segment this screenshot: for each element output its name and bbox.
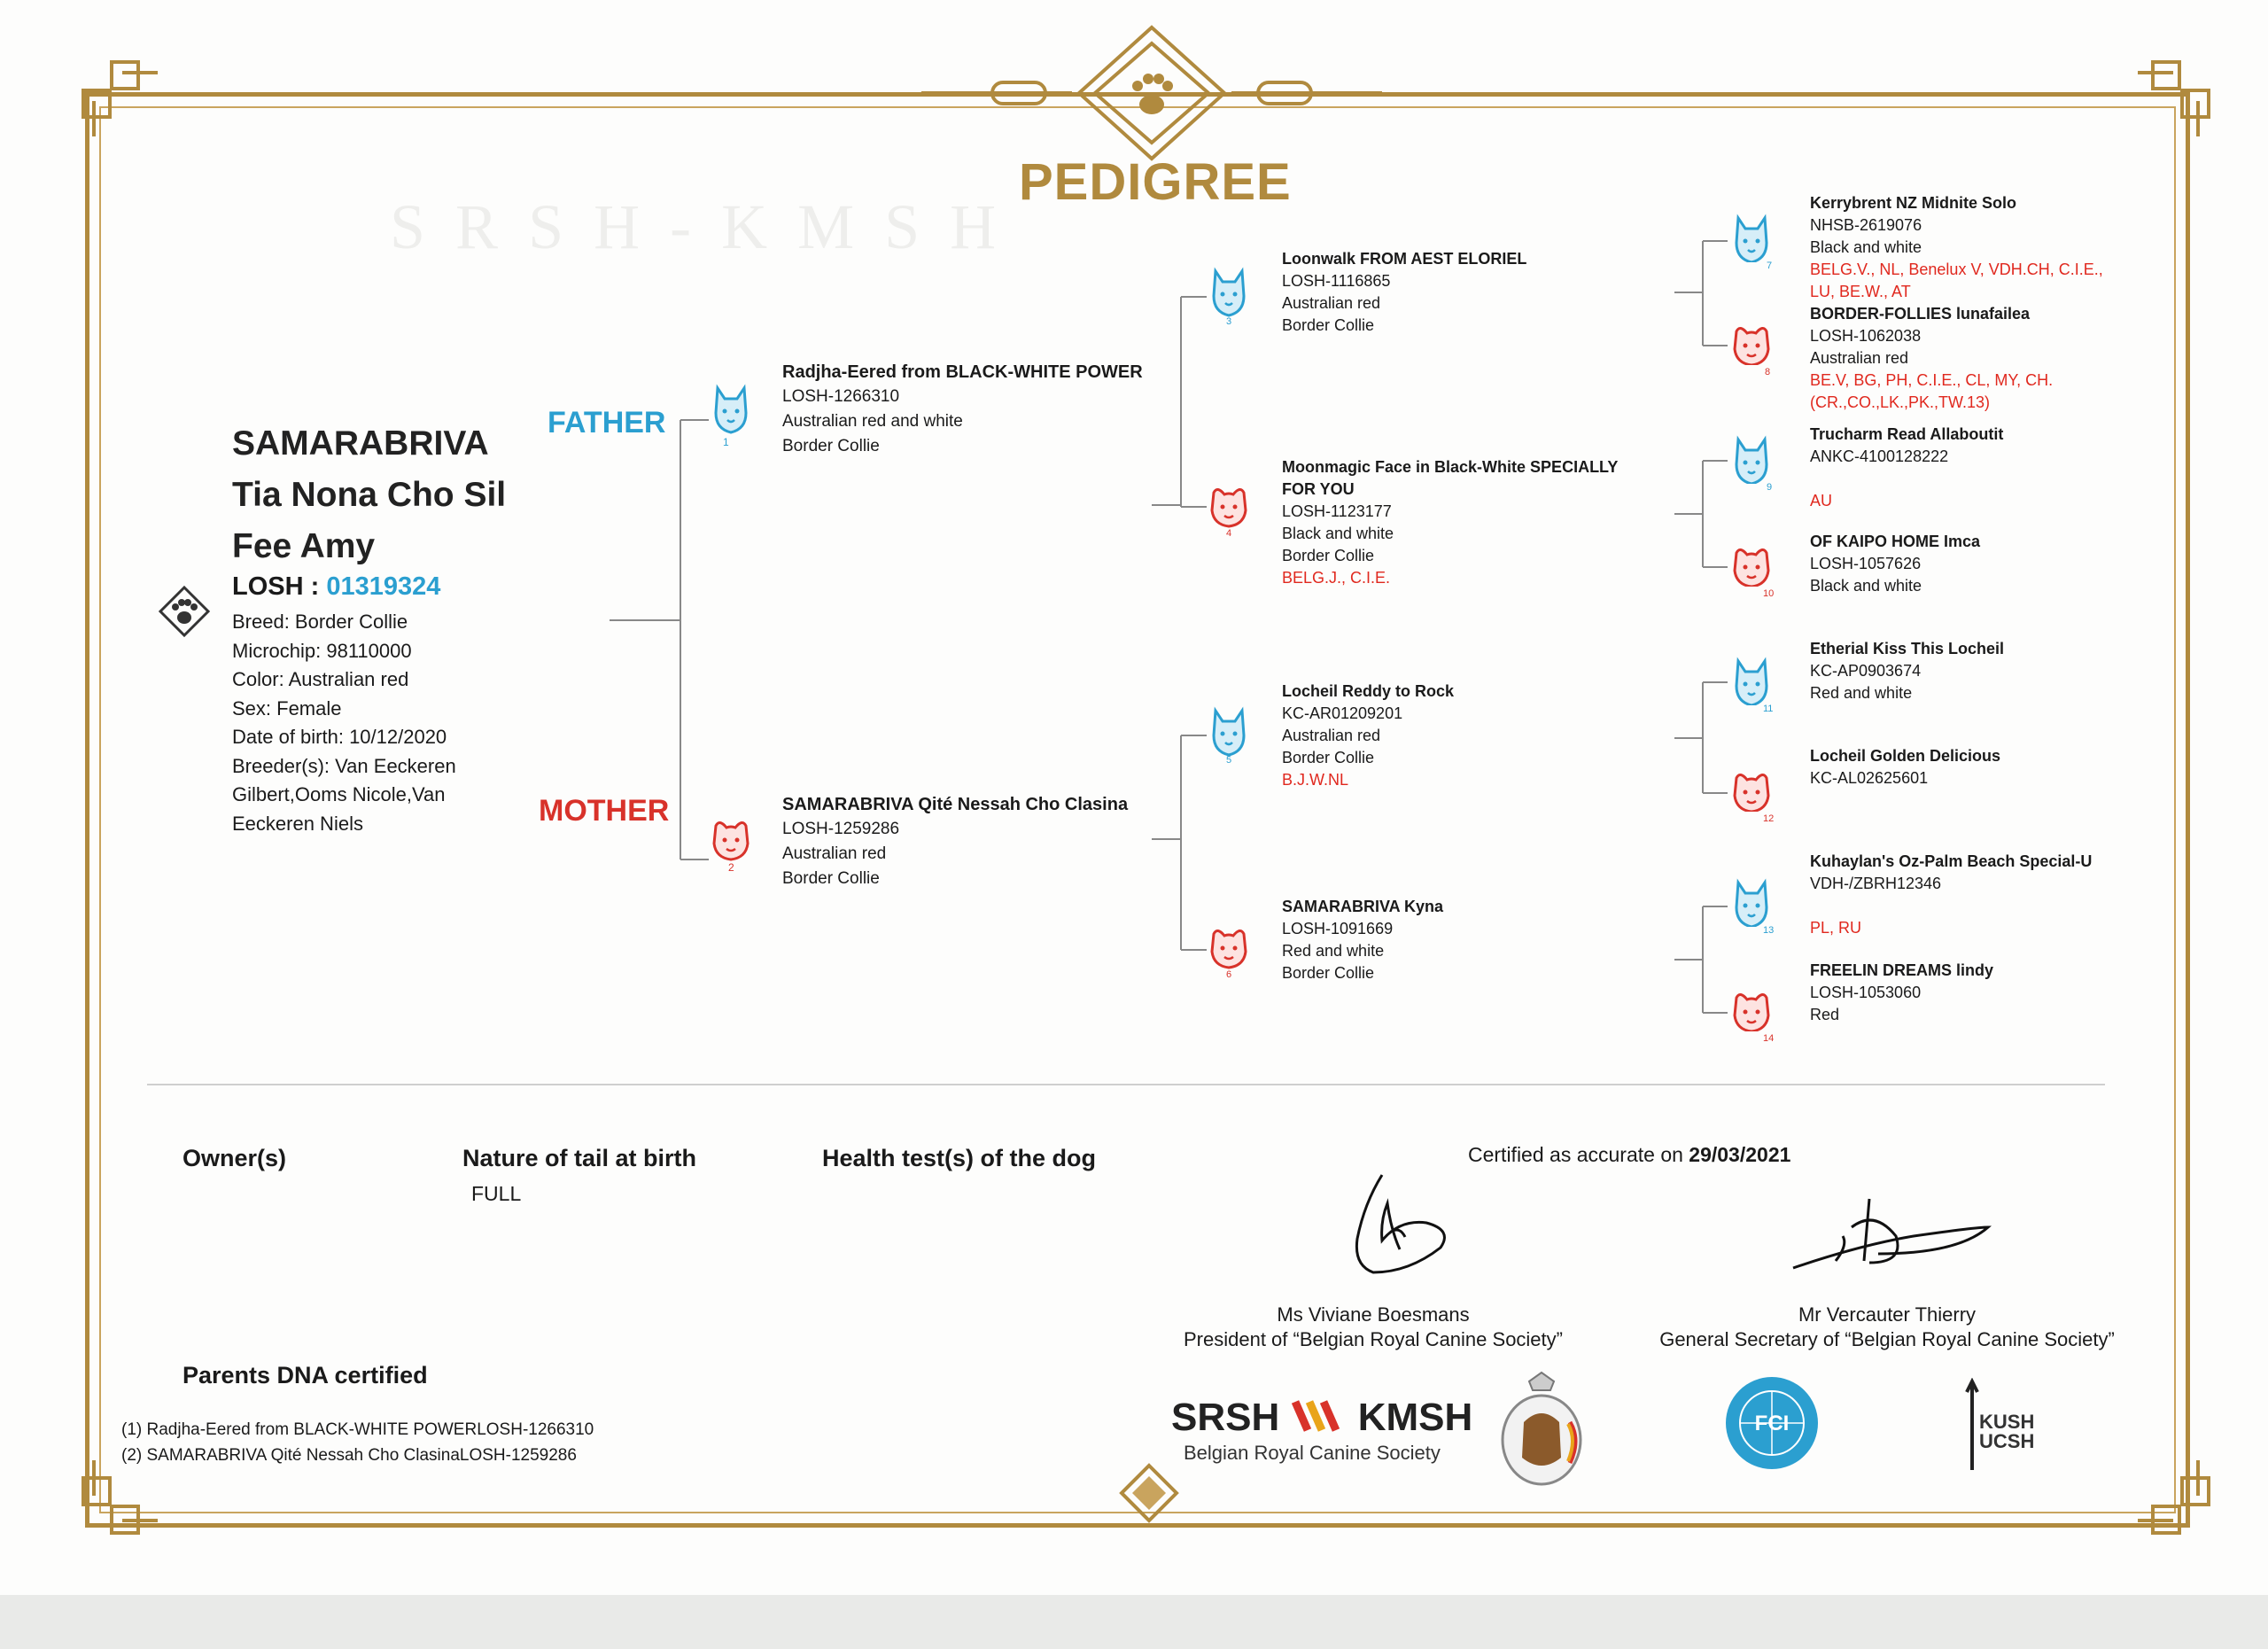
ancestor-reg: LOSH-1116865 (1282, 272, 1391, 290)
signature-president (1329, 1168, 1462, 1287)
ancestor-color: Australian red (1282, 294, 1381, 312)
ancestor-number: 5 (1226, 755, 1232, 766)
dna-parent-1: (1) Radjha-Eered from BLACK-WHITE POWERLOSH-1266310 (121, 1420, 594, 1439)
ancestor-name: BORDER-FOLLIES lunafailea (1810, 305, 2031, 323)
ancestor-reg: LOSH-1091669 (1282, 920, 1394, 937)
ancestor-name: Loonwalk FROM AEST ELORIEL (1282, 250, 1527, 268)
signatory-president (1152, 1303, 1595, 1352)
ancestor-reg: KC-AL02625601 (1810, 769, 1929, 787)
ancestor-breed: Border Collie (1282, 547, 1375, 564)
ancestor-titles: B.J.W.NL (1282, 771, 1349, 789)
ancestor-name: Trucharm Read Allaboutit (1810, 425, 2004, 443)
male-dog-icon (711, 383, 753, 438)
ancestor-name: Moonmagic Face in Black-White SPECIALLY FOR YOU (1282, 458, 1619, 498)
ancestor-name: SAMARABRIVA Qité Nessah Cho Clasina (782, 795, 1129, 814)
ancestor-reg: LOSH-1062038 (1810, 327, 1922, 345)
color-field: Color: Australian red (232, 668, 409, 690)
ancestor-reg: LOSH-1053060 (1810, 984, 1922, 1001)
mother-label: MOTHER (539, 794, 670, 828)
kush-logo (1979, 1412, 2034, 1451)
ancestor-number: 12 (1763, 813, 1775, 824)
female-dog-icon (711, 817, 753, 863)
ancestor-reg: KC-AP0903674 (1810, 662, 1922, 680)
ancestor-4 (1282, 456, 1654, 589)
male-dog-icon (1731, 213, 1770, 262)
signatory-role: General Secretary of “Belgian Royal Canine Society” (1659, 1328, 2115, 1350)
ancestor-color: Black and white (1810, 238, 1922, 256)
ancestor-breed: Border Collie (1282, 749, 1375, 766)
srsh-text: SRSH (1171, 1396, 1280, 1439)
ancestor-1 (782, 360, 1143, 459)
male-dog-icon (1208, 266, 1249, 317)
ancestor-number: 2 (728, 861, 734, 874)
ancestor-13 (1810, 851, 2092, 939)
ancestor-number: 14 (1763, 1033, 1775, 1044)
ancestor-number: 9 (1767, 482, 1773, 493)
dna-parent-2: (2) SAMARABRIVA Qité Nessah Cho ClasinaLOSH-1259286 (121, 1446, 577, 1465)
signatory-role: President of “Belgian Royal Canine Society” (1183, 1328, 1563, 1350)
ancestor-name: OF KAIPO HOME Imca (1810, 533, 1981, 550)
ancestor-7 (1810, 192, 2107, 303)
ancestor-number: 8 (1765, 367, 1771, 377)
ancestor-number: 10 (1763, 588, 1775, 599)
signatory-name: Mr Vercauter Thierry (1798, 1303, 1977, 1326)
losh-value: 01319324 (326, 572, 441, 601)
ancestor-reg: LOSH-1123177 (1282, 502, 1392, 520)
ancestor-number: 7 (1767, 261, 1773, 271)
ancestor-name: FREELIN DREAMS lindy (1810, 961, 1994, 979)
male-dog-icon (1731, 877, 1770, 927)
male-dog-icon (1731, 656, 1770, 705)
signatory-name: Ms Viviane Boesmans (1277, 1303, 1470, 1326)
fci-logo (1722, 1373, 1821, 1473)
dog-name-line-1: SAMARABRIVA (232, 424, 489, 463)
ancestor-11 (1810, 638, 2004, 704)
female-dog-icon (1208, 484, 1249, 528)
ancestor-color: Australian red (782, 844, 887, 863)
ancestor-color: Black and white (1282, 525, 1394, 542)
ancestor-breed: Border Collie (1282, 964, 1375, 982)
ancestor-10 (1810, 531, 1980, 597)
scan-edge (0, 1595, 2268, 1649)
dna-certified-label: Parents DNA certified (183, 1362, 428, 1388)
ancestor-color: Red (1810, 1006, 1840, 1023)
ancestor-titles: BELG.V., NL, Benelux V, VDH.CH, C.I.E., LU, BE.W., AT (1810, 261, 2103, 300)
kush-text: KUSH (1979, 1411, 2035, 1433)
stripes-icon (1290, 1398, 1347, 1434)
tail-value: FULL (471, 1182, 522, 1205)
ancestor-color: Australian red (1810, 349, 1909, 367)
royal-crest-icon (1497, 1369, 1586, 1486)
ancestor-color: Red and white (1810, 684, 1913, 702)
kmsh-text: KMSH (1357, 1396, 1473, 1439)
watermark-text: SRSH-KMSH (390, 191, 1027, 262)
female-dog-icon (1208, 925, 1249, 969)
bottom-diamond-ornament (1118, 1462, 1180, 1524)
ancestor-reg: KC-AR01209201 (1282, 704, 1403, 722)
ucsh-text: UCSH (1979, 1430, 2035, 1452)
ancestor-number: 4 (1226, 528, 1232, 539)
srsh-subtitle: Belgian Royal Canine Society (1184, 1442, 1441, 1464)
ancestor-number: 11 (1763, 704, 1774, 714)
srsh-kmsh-logo (1171, 1396, 1472, 1440)
sex-field: Sex: Female (232, 696, 342, 719)
certified-text (1468, 1143, 1790, 1167)
microchip-field: Microchip: 98110000 (232, 639, 412, 662)
ancestor-reg: VDH-/ZBRH12346 (1810, 875, 1942, 892)
ancestor-titles: BELG.J., C.I.E. (1282, 569, 1391, 587)
ancestor-reg: LOSH-1259286 (782, 820, 900, 838)
ancestor-12 (1810, 745, 2000, 789)
female-dog-icon (1731, 989, 1770, 1031)
losh-label: LOSH : (232, 572, 320, 601)
dob-field: Date of birth: 10/12/2020 (232, 726, 447, 748)
father-label: FATHER (548, 406, 666, 439)
owners-label: Owner(s) (183, 1145, 287, 1171)
fci-text: FCI (1754, 1412, 1790, 1435)
ancestor-color: Australian red (1282, 727, 1381, 744)
signature-secretary (1790, 1192, 1993, 1289)
ancestor-name: Locheil Reddy to Rock (1282, 682, 1455, 700)
ancestor-name: Locheil Golden Delicious (1810, 747, 2001, 765)
ancestor-color: Australian red and white (782, 412, 963, 431)
tail-label: Nature of tail at birth (462, 1145, 697, 1171)
kush-logo-mark (1963, 1378, 1981, 1474)
ancestor-color: Black and white (1810, 577, 1922, 595)
ancestor-name: Kerrybrent NZ Midnite Solo (1810, 194, 2017, 212)
ancestor-name: SAMARABRIVA Kyna (1282, 898, 1444, 915)
ancestor-number: 6 (1226, 969, 1232, 980)
dog-name-line-2: Tia Nona Cho Sil (232, 476, 507, 514)
male-dog-icon (1731, 434, 1770, 484)
ancestor-reg: NHSB-2619076 (1810, 216, 1922, 234)
ancestor-breed: Border Collie (1282, 316, 1375, 334)
ancestor-name: Kuhaylan's Oz-Palm Beach Special-U (1810, 852, 2093, 870)
ancestor-3 (1282, 248, 1526, 337)
signatory-secretary (1621, 1303, 2153, 1352)
ancestor-5 (1282, 681, 1454, 791)
ancestor-number: 3 (1226, 316, 1232, 327)
ancestor-14 (1810, 960, 1993, 1026)
ancestor-titles: PL, RU (1810, 919, 1862, 937)
female-dog-icon (1731, 544, 1770, 587)
ancestor-8 (1810, 303, 2107, 414)
footer-divider (147, 1084, 2105, 1085)
ancestor-titles: BE.V, BG, PH, C.I.E., CL, MY, CH.(CR.,CO.,LK.,PK.,TW.13) (1810, 371, 2054, 411)
page-title: PEDIGREE (1019, 153, 1292, 211)
certified-date: 29/03/2021 (1689, 1143, 1791, 1166)
health-tests-label: Health test(s) of the dog (822, 1145, 1096, 1171)
ancestor-breed: Border Collie (782, 869, 880, 888)
ancestor-9 (1810, 424, 2003, 512)
ancestor-titles: AU (1810, 492, 1833, 509)
ancestor-reg: ANKC-4100128222 (1810, 447, 1949, 465)
breed-field: Breed: Border Collie (232, 611, 408, 633)
ancestor-name: Etherial Kiss This Locheil (1810, 640, 2005, 657)
dog-name-line-3: Fee Amy (232, 527, 376, 565)
female-dog-icon (1731, 769, 1770, 812)
ancestor-2 (782, 792, 1128, 891)
ancestor-number: 13 (1763, 925, 1775, 936)
ancestor-reg: LOSH-1266310 (782, 387, 900, 406)
breeders-field: Breeder(s): Van Eeckeren Gilbert,Ooms Nicole,Van Eeckeren Niels (232, 754, 456, 835)
certified-label: Certified as accurate on (1468, 1143, 1683, 1166)
male-dog-icon (1208, 705, 1249, 757)
ancestor-6 (1282, 896, 1443, 984)
ancestor-color: Red and white (1282, 942, 1385, 960)
female-dog-icon (1731, 323, 1770, 365)
ancestor-reg: LOSH-1057626 (1810, 555, 1922, 572)
ancestor-name: Radjha-Eered from BLACK-WHITE POWER (782, 362, 1143, 382)
ancestor-breed: Border Collie (782, 437, 880, 455)
dna-parents-list (121, 1417, 594, 1468)
ancestor-number: 1 (723, 436, 729, 448)
